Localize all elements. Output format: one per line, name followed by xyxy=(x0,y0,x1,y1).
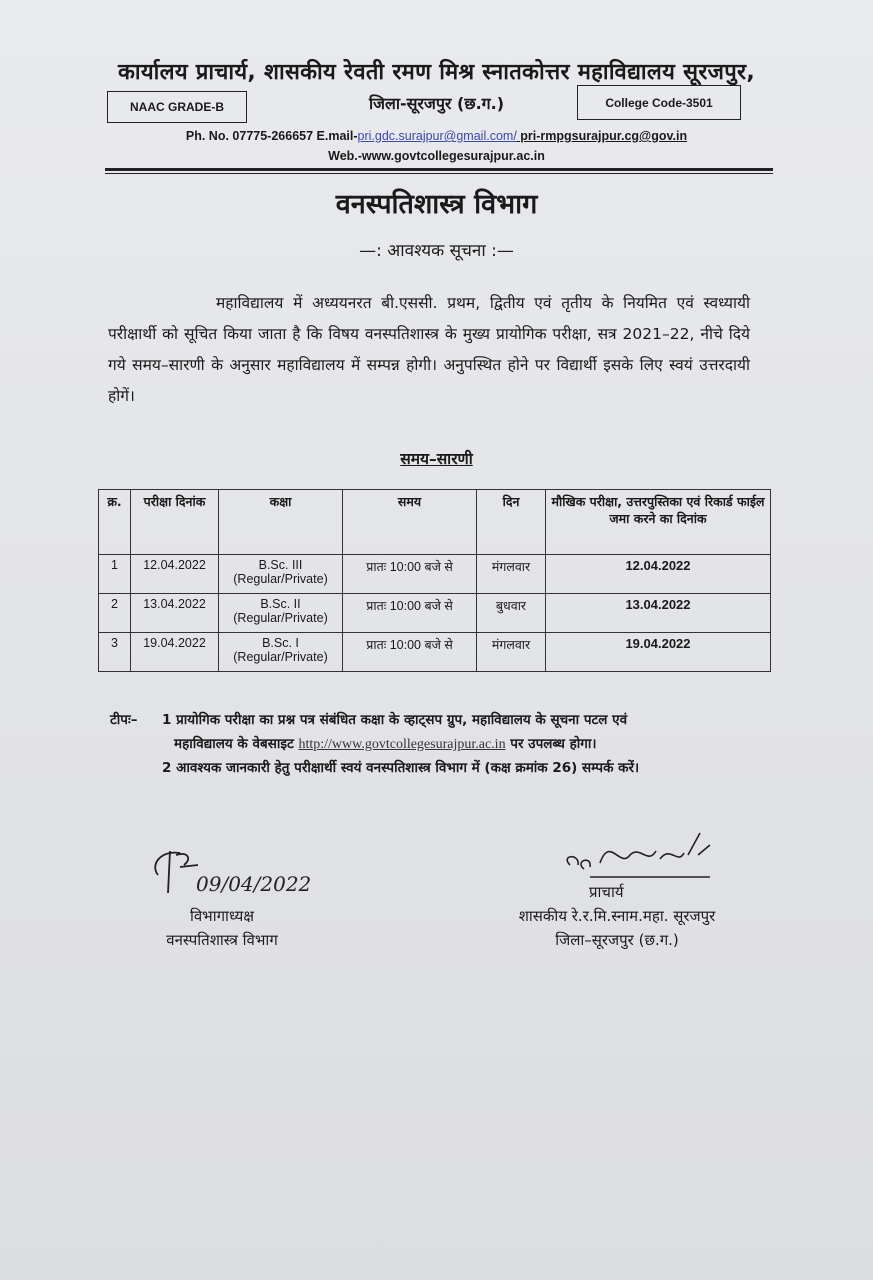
website-line: Web.-www.govtcollegesurajpur.ac.in xyxy=(328,149,545,163)
district-line: जिला-सूरजपुर (छ.ग.) xyxy=(368,94,505,113)
cell-time: प्रातः 10:00 बजे से xyxy=(343,555,477,594)
principal-label: प्राचार्य xyxy=(589,883,624,901)
header-divider-thick xyxy=(105,168,773,171)
cell-date: 19.04.2022 xyxy=(131,633,219,672)
cell-class: B.Sc. I (Regular/Private) xyxy=(219,633,343,672)
timetable xyxy=(98,489,771,672)
hod-signature xyxy=(140,845,320,895)
email-link-2[interactable]: pri-rmpgsurajpur.cg@gov.in xyxy=(516,129,688,143)
cell-date: 13.04.2022 xyxy=(131,594,219,633)
principal-district: जिला–सूरजपुर (छ.ग.) xyxy=(555,931,679,949)
cell-day: मंगलवार xyxy=(477,633,546,672)
col-header-date: परीक्षा दिनांक xyxy=(131,490,219,555)
svg-text:09/04/2022: 09/04/2022 xyxy=(196,872,312,895)
cell-date: 12.04.2022 xyxy=(131,555,219,594)
table-row xyxy=(99,555,771,594)
principal-signature xyxy=(560,825,720,885)
principal-college: शासकीय रे.र.मि.स्नाम.महा. सूरजपुर xyxy=(518,907,716,925)
hod-title: विभागाध्यक्ष xyxy=(189,907,255,925)
cell-class: B.Sc. III (Regular/Private) xyxy=(219,555,343,594)
college-office-title: कार्यालय प्राचार्य, शासकीय रेवती रमण मिश्र स्नातकोत्तर महाविद्यालय सूरजपुर, xyxy=(117,60,756,85)
contact-line xyxy=(0,129,873,143)
note-2: 2 आवश्यक जानकारी हेतु परीक्षार्थी स्वयं वनस्पतिशास्त्र विभाग में (कक्ष क्रमांक 26) सम्पर्क करें। xyxy=(162,760,640,776)
phone-text: Ph. No. 07775-266657 E.mail- xyxy=(185,129,358,143)
cell-class: B.Sc. II (Regular/Private) xyxy=(219,594,343,633)
notes-label: टीपः– xyxy=(110,712,138,728)
cell-submission: 12.04.2022 xyxy=(546,555,771,594)
cell-submission: 13.04.2022 xyxy=(546,594,771,633)
college-code-box: College Code-3501 xyxy=(577,85,741,120)
hod-department: वनस्पतिशास्त्र विभाग xyxy=(166,931,278,949)
table-row xyxy=(99,594,771,633)
email-link-1[interactable]: pri.gdc.surajpur@gmail.com/ xyxy=(357,129,517,143)
cell-sn: 2 xyxy=(99,594,131,633)
department-title: वनस्पतिशास्त्र विभाग xyxy=(335,189,538,220)
hod-block xyxy=(142,904,302,952)
cell-time: प्रातः 10:00 बजे से xyxy=(343,633,477,672)
note-1-continued: महाविद्यालय के वेबसाइट http://www.govtcollegesurajpur.ac.in पर उपलब्ध होगा। xyxy=(174,736,597,752)
col-header-class: कक्षा xyxy=(219,490,343,555)
col-header-sn: क्र. xyxy=(99,490,131,555)
col-header-submission: मौखिक परीक्षा, उत्तरपुस्तिका एवं रिकार्ड फाईल जमा करने का दिनांक xyxy=(546,490,771,555)
cell-day: मंगलवार xyxy=(477,555,546,594)
principal-block xyxy=(488,904,746,952)
notice-heading: —: आवश्यक सूचना :— xyxy=(359,241,514,261)
cell-sn: 3 xyxy=(99,633,131,672)
cell-sn: 1 xyxy=(99,555,131,594)
website-link[interactable]: http://www.govtcollegesurajpur.ac.in xyxy=(298,737,506,752)
cell-time: प्रातः 10:00 बजे से xyxy=(343,594,477,633)
header-divider-thin xyxy=(105,173,773,174)
col-header-time: समय xyxy=(343,490,477,555)
schedule-heading: समय–सारणी xyxy=(400,450,473,468)
table-row xyxy=(99,633,771,672)
table-header-row xyxy=(99,490,771,555)
naac-grade-box: NAAC GRADE-B xyxy=(107,91,247,123)
cell-day: बुधवार xyxy=(477,594,546,633)
cell-submission: 19.04.2022 xyxy=(546,633,771,672)
note-1: 1 प्रायोगिक परीक्षा का प्रश्न पत्र संबंधित कक्षा के व्हाट्सप ग्रुप, महाविद्यालय के सूचना पटल एवं xyxy=(162,712,628,728)
col-header-day: दिन xyxy=(477,490,546,555)
notice-body: महाविद्यालय में अध्ययनरत बी.एससी. प्रथम, द्वितीय एवं तृतीय के नियमित एवं स्वध्यायी परीक्षार्थी को सूचित किया जाता है कि विषय वनस्पतिशास्त्र के मुख्य प्रायोगिक परीक्षा, सत्र 2021–22, नीचे दिये गये समय–सारणी के अनुसार महाविद्यालय में सम्पन्न होगी। अनुपस्थित होने पर विद्यार्थी इसके लिए स्वयं उत्तरदायी होगें। xyxy=(108,294,750,405)
